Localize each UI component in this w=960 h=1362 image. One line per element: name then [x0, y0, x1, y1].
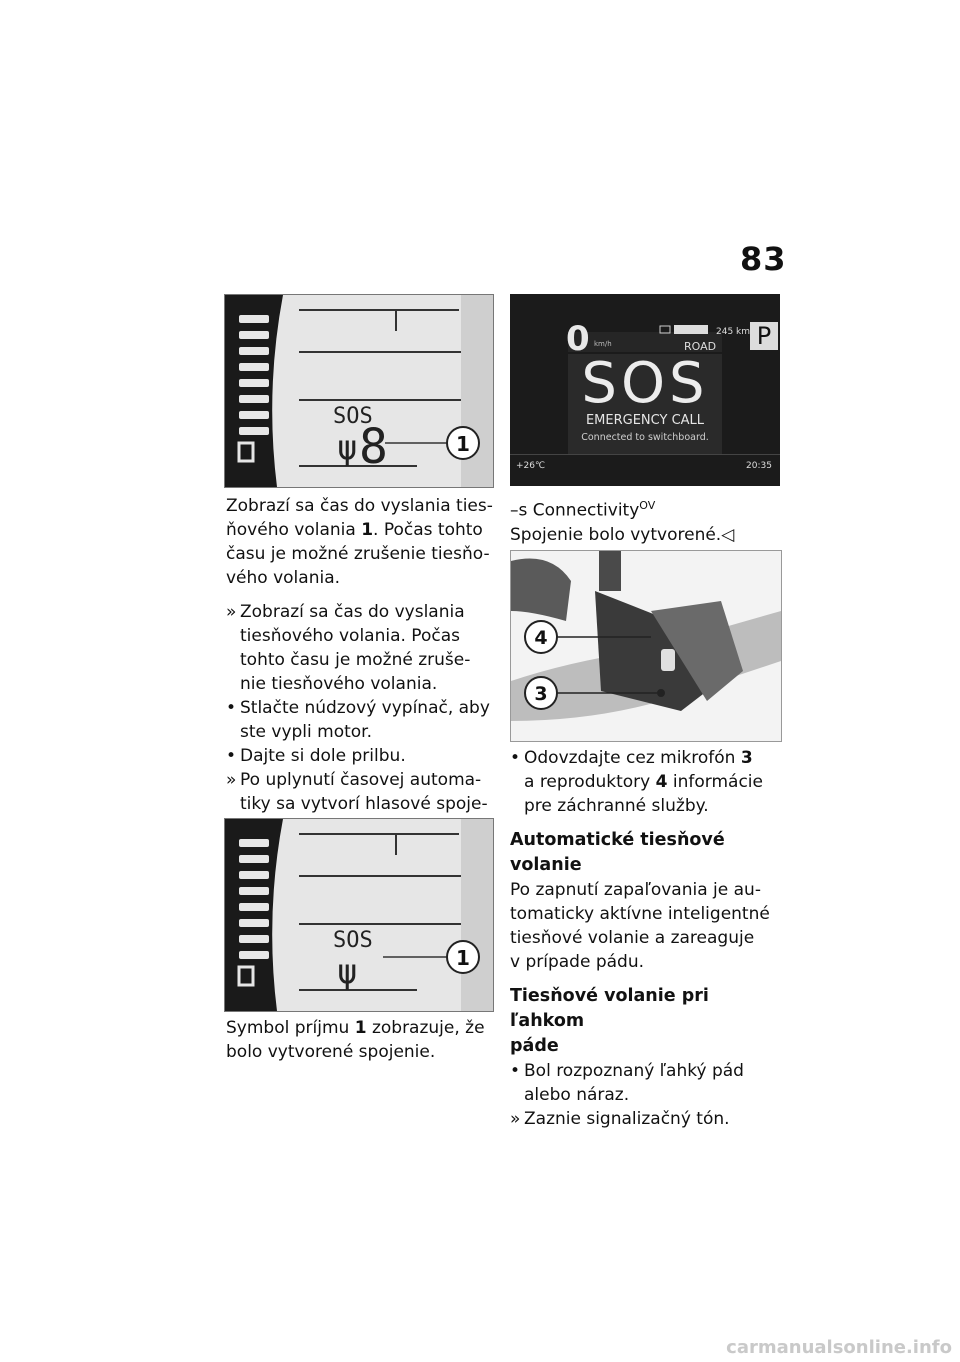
lcd-sos-text: SOS [333, 928, 373, 953]
list-item: • Odovzdajte cez mikrofón 3 a reproduktory 4 informácie pre záchranné služby. [510, 748, 763, 816]
lcd-countdown-digit: 8 [359, 419, 388, 475]
list-item: » Zobrazí sa čas do vyslania tiesňového volania. Počas tohto času je možné zruše- nie tiesňového volania. [226, 602, 471, 694]
callout-1: 1 [456, 946, 470, 970]
svg-text:ψ: ψ [337, 428, 358, 468]
right-column-text [510, 746, 780, 1131]
tft-speed-unit: km/h [594, 340, 612, 348]
callout-4: 4 [534, 627, 548, 649]
lcd-sos-text: SOS [333, 404, 373, 429]
tft-emergency-call-figure [510, 294, 780, 486]
lcd-countdown-figure [224, 294, 494, 488]
handlebar-switch-figure [510, 550, 782, 742]
watermark: carmanualsonline.info [726, 1337, 952, 1358]
callout-1: 1 [456, 432, 470, 456]
page-number: 83 [740, 240, 787, 278]
connectivity-note: –s Connectivity$^{OV}$ Spojenie bolo vytvorené.◁ [510, 499, 735, 545]
list-item: • Dajte si dole prilbu. [226, 746, 406, 766]
list-item: • Bol rozpoznaný ľahký pád alebo náraz. [510, 1061, 744, 1105]
intro-paragraph: Zobrazí sa čas do vyslania ties- ňového volania 1. Počas tohto času je možné zrušenie tiesňo- vého volania. [226, 496, 493, 588]
left-column [226, 494, 494, 840]
svg-text:ψ: ψ [337, 952, 358, 992]
tft-temp: +26℃ [516, 461, 546, 471]
callout-3: 3 [534, 683, 548, 705]
tft-gear: P [756, 322, 772, 350]
tft-mode: ROAD [684, 340, 717, 353]
auto-call-paragraph: Po zapnutí zapaľovania je au- tomaticky aktívne inteligentné tiesňové volanie a zareaguje v prípade pádu. [510, 880, 770, 972]
tft-range: 245 km [716, 327, 751, 337]
list-item: » Po uplynutí časovej automa- tiky sa vytvorí hlasové spoje- [226, 770, 488, 814]
tft-subtitle: EMERGENCY CALL [585, 413, 705, 428]
tft-sos-title: SOS [581, 351, 709, 416]
tft-time: 20:35 [746, 461, 772, 471]
list-item: • Stlačte núdzový vypínač, aby ste vypli motor. [226, 698, 490, 742]
section-heading: Automatické tiesňové volanie [510, 830, 725, 875]
tft-speed: 0 [566, 319, 590, 359]
section-heading: Tiesňové volanie pri ľahkom páde [510, 986, 709, 1056]
lcd-connected-figure [224, 818, 494, 1012]
list-item: » Zaznie signalizačný tón. [510, 1109, 730, 1129]
reception-paragraph: Symbol príjmu 1 zobrazuje, že bolo vytvorené spojenie. [226, 1018, 485, 1062]
tft-status: Connected to switchboard. [581, 432, 709, 443]
